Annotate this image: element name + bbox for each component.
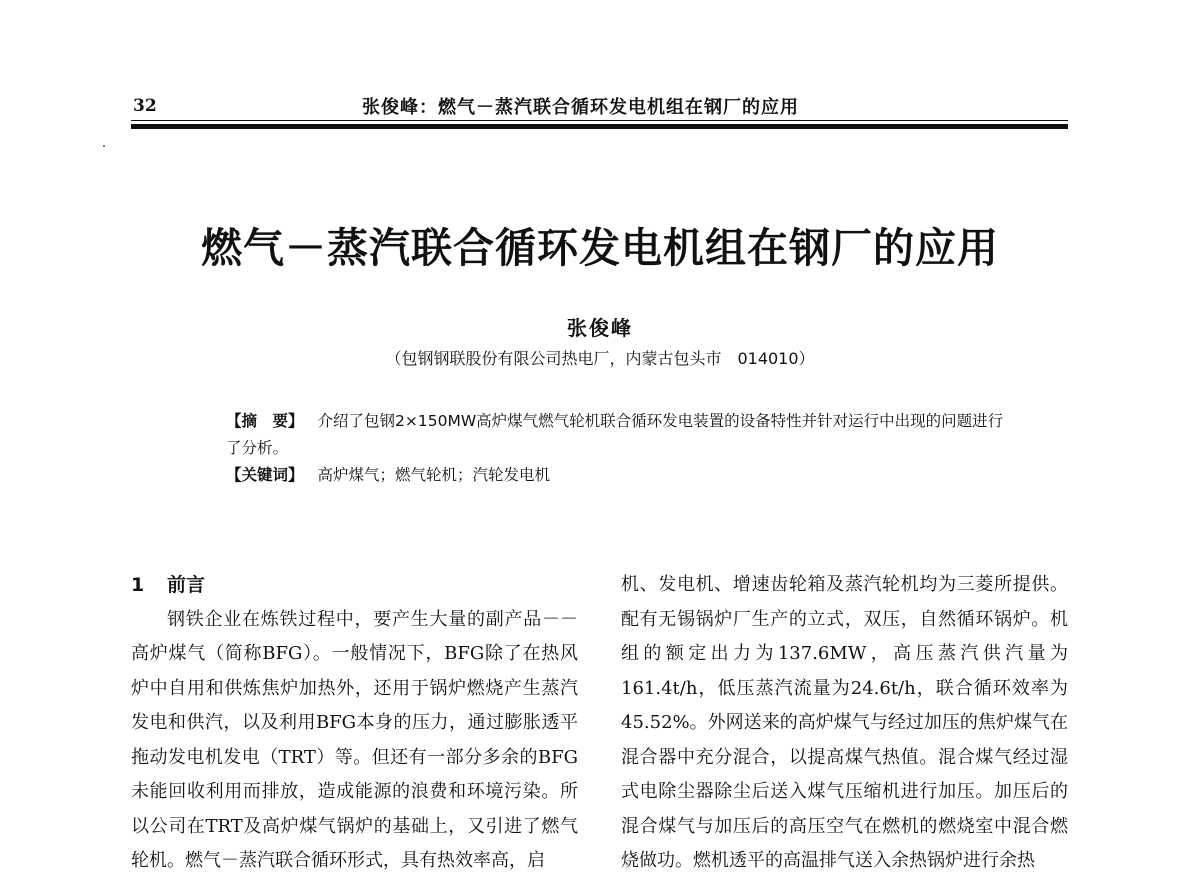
article-title: 燃气－蒸汽联合循环发电机组在钢厂的应用 (201, 224, 999, 272)
running-title: 张俊峰：燃气－蒸汽联合循环发电机组在钢厂的应用 (362, 97, 799, 118)
abstract (194, 408, 1010, 462)
scan-speck (103, 145, 105, 147)
keywords-text: 高炉煤气；燃气轮机；汽轮发电机 (317, 466, 551, 484)
page-number: 32 (133, 96, 157, 116)
section-number: 1 (131, 574, 145, 596)
header-rule-thin (131, 120, 1068, 121)
section-title: 前言 (167, 574, 206, 596)
abstract-block (194, 408, 1010, 489)
right-column-paragraph: 机、发电机、增速齿轮箱及蒸汽轮机均为三菱所提供。配有无锡锅炉厂生产的立式，双压，自然循环锅炉。机组的额定出力为137.6MW，高压蒸汽供汽量为161.4t/h，低压蒸汽流量为24.6t/h，联合循环效率为45.52%。外网送来的高炉煤气与经过加压的焦炉煤气在混合器中充分混合，以提高煤气热值。混合煤气经过湿式电除尘器除尘后送入煤气压缩机进行加压。加压后的混合煤气与加压后的高压空气在燃机的燃烧室中混合燃烧做功。燃机透平的高温排气送入余热锅炉进行余热 (621, 574, 1068, 871)
author-name: 张俊峰 (567, 316, 633, 340)
header-rule-thick (131, 124, 1068, 129)
abstract-label: 【摘 要】 (226, 412, 304, 430)
keywords (194, 462, 1010, 489)
abstract-text: 介绍了包钢2×150MW高炉煤气燃气轮机联合循环发电装置的设备特性并针对运行中出现的问题进行了分析。 (226, 412, 1004, 457)
intro-paragraph: 钢铁企业在炼铁过程中，要产生大量的副产品－－高炉煤气（简称BFG）。一般情况下，BFG除了在热风炉中自用和供炼焦炉加热外，还用于锅炉燃烧产生蒸汽发电和供汽，以及利用BFG本身的压力，通过膨胀透平拖动发电机发电（TRT）等。但还有一部分多余的BFG未能回收利用而排放，造成能源的浪费和环境污染。所以公司在TRT及高炉煤气锅炉的基础上，又引进了燃气轮机。燃气－蒸汽联合循环形式，具有热效率高，启 (131, 608, 578, 871)
keywords-label: 【关键词】 (226, 466, 304, 484)
left-column (131, 568, 578, 879)
right-column (621, 568, 1068, 879)
section-heading (131, 568, 578, 603)
author-affiliation: （包钢钢联股份有限公司热电厂，内蒙古包头市 014010） (385, 349, 815, 368)
